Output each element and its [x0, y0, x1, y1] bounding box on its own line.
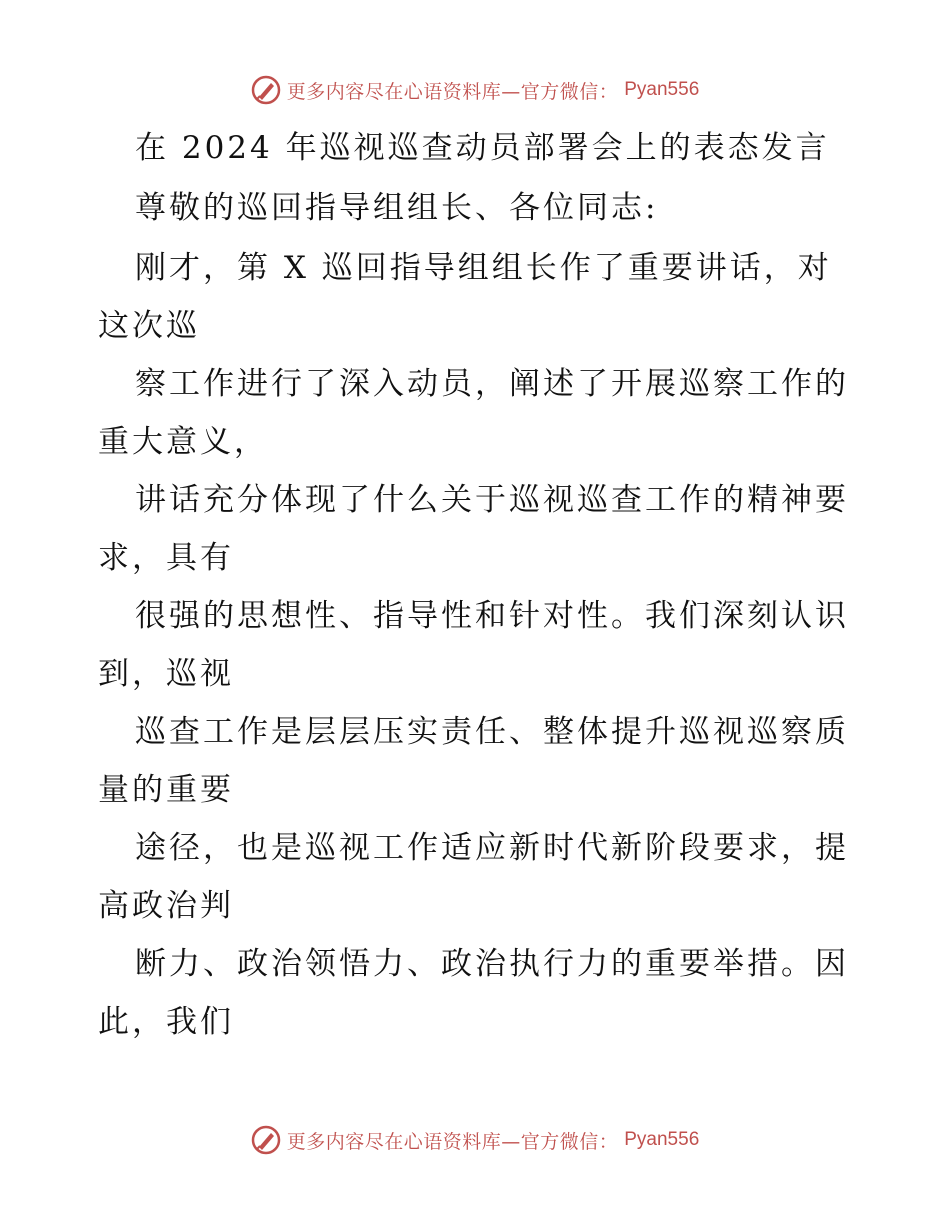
footer-watermark — [0, 1120, 950, 1160]
body-line: 巡查工作是层层压实责任、整体提升巡视巡察质 — [135, 714, 849, 750]
body-line: 刚才，第 X 巡回指导组组长作了重要讲话，对 — [135, 250, 832, 286]
body-line: 此，我们 — [98, 1004, 234, 1040]
body-line: 高政治判 — [98, 888, 234, 924]
body-line: 重大意义， — [98, 424, 268, 460]
body-line: 求，具有 — [98, 540, 234, 576]
body-line: 察工作进行了深入动员，阐述了开展巡察工作的 — [135, 366, 849, 402]
body-line: 量的重要 — [98, 772, 234, 808]
body-line: 很强的思想性、指导性和针对性。我们深刻认识 — [135, 598, 849, 634]
salutation: 尊敬的巡回指导组组长、各位同志: — [135, 190, 659, 226]
body-line: 这次巡 — [98, 308, 200, 344]
watermark-text: 更多内容尽在心语资料库—官方微信： — [286, 80, 619, 103]
body-line: 到，巡视 — [98, 656, 234, 692]
pen-logo-icon — [251, 75, 281, 105]
watermark-account: Pyan556 — [624, 79, 700, 100]
body-line: 讲话充分体现了什么关于巡视巡查工作的精神要 — [135, 482, 849, 518]
body-line: 断力、政治领悟力、政治执行力的重要举措。因 — [135, 946, 849, 982]
header-watermark — [0, 70, 950, 110]
watermark-account: Pyan556 — [624, 1129, 700, 1150]
watermark-text: 更多内容尽在心语资料库—官方微信： — [286, 1130, 619, 1153]
document-title: 在 2024 年巡视巡查动员部署会上的表态发言 — [135, 130, 830, 166]
pen-logo-icon — [251, 1125, 281, 1155]
body-line: 途径，也是巡视工作适应新时代新阶段要求，提 — [135, 830, 849, 866]
